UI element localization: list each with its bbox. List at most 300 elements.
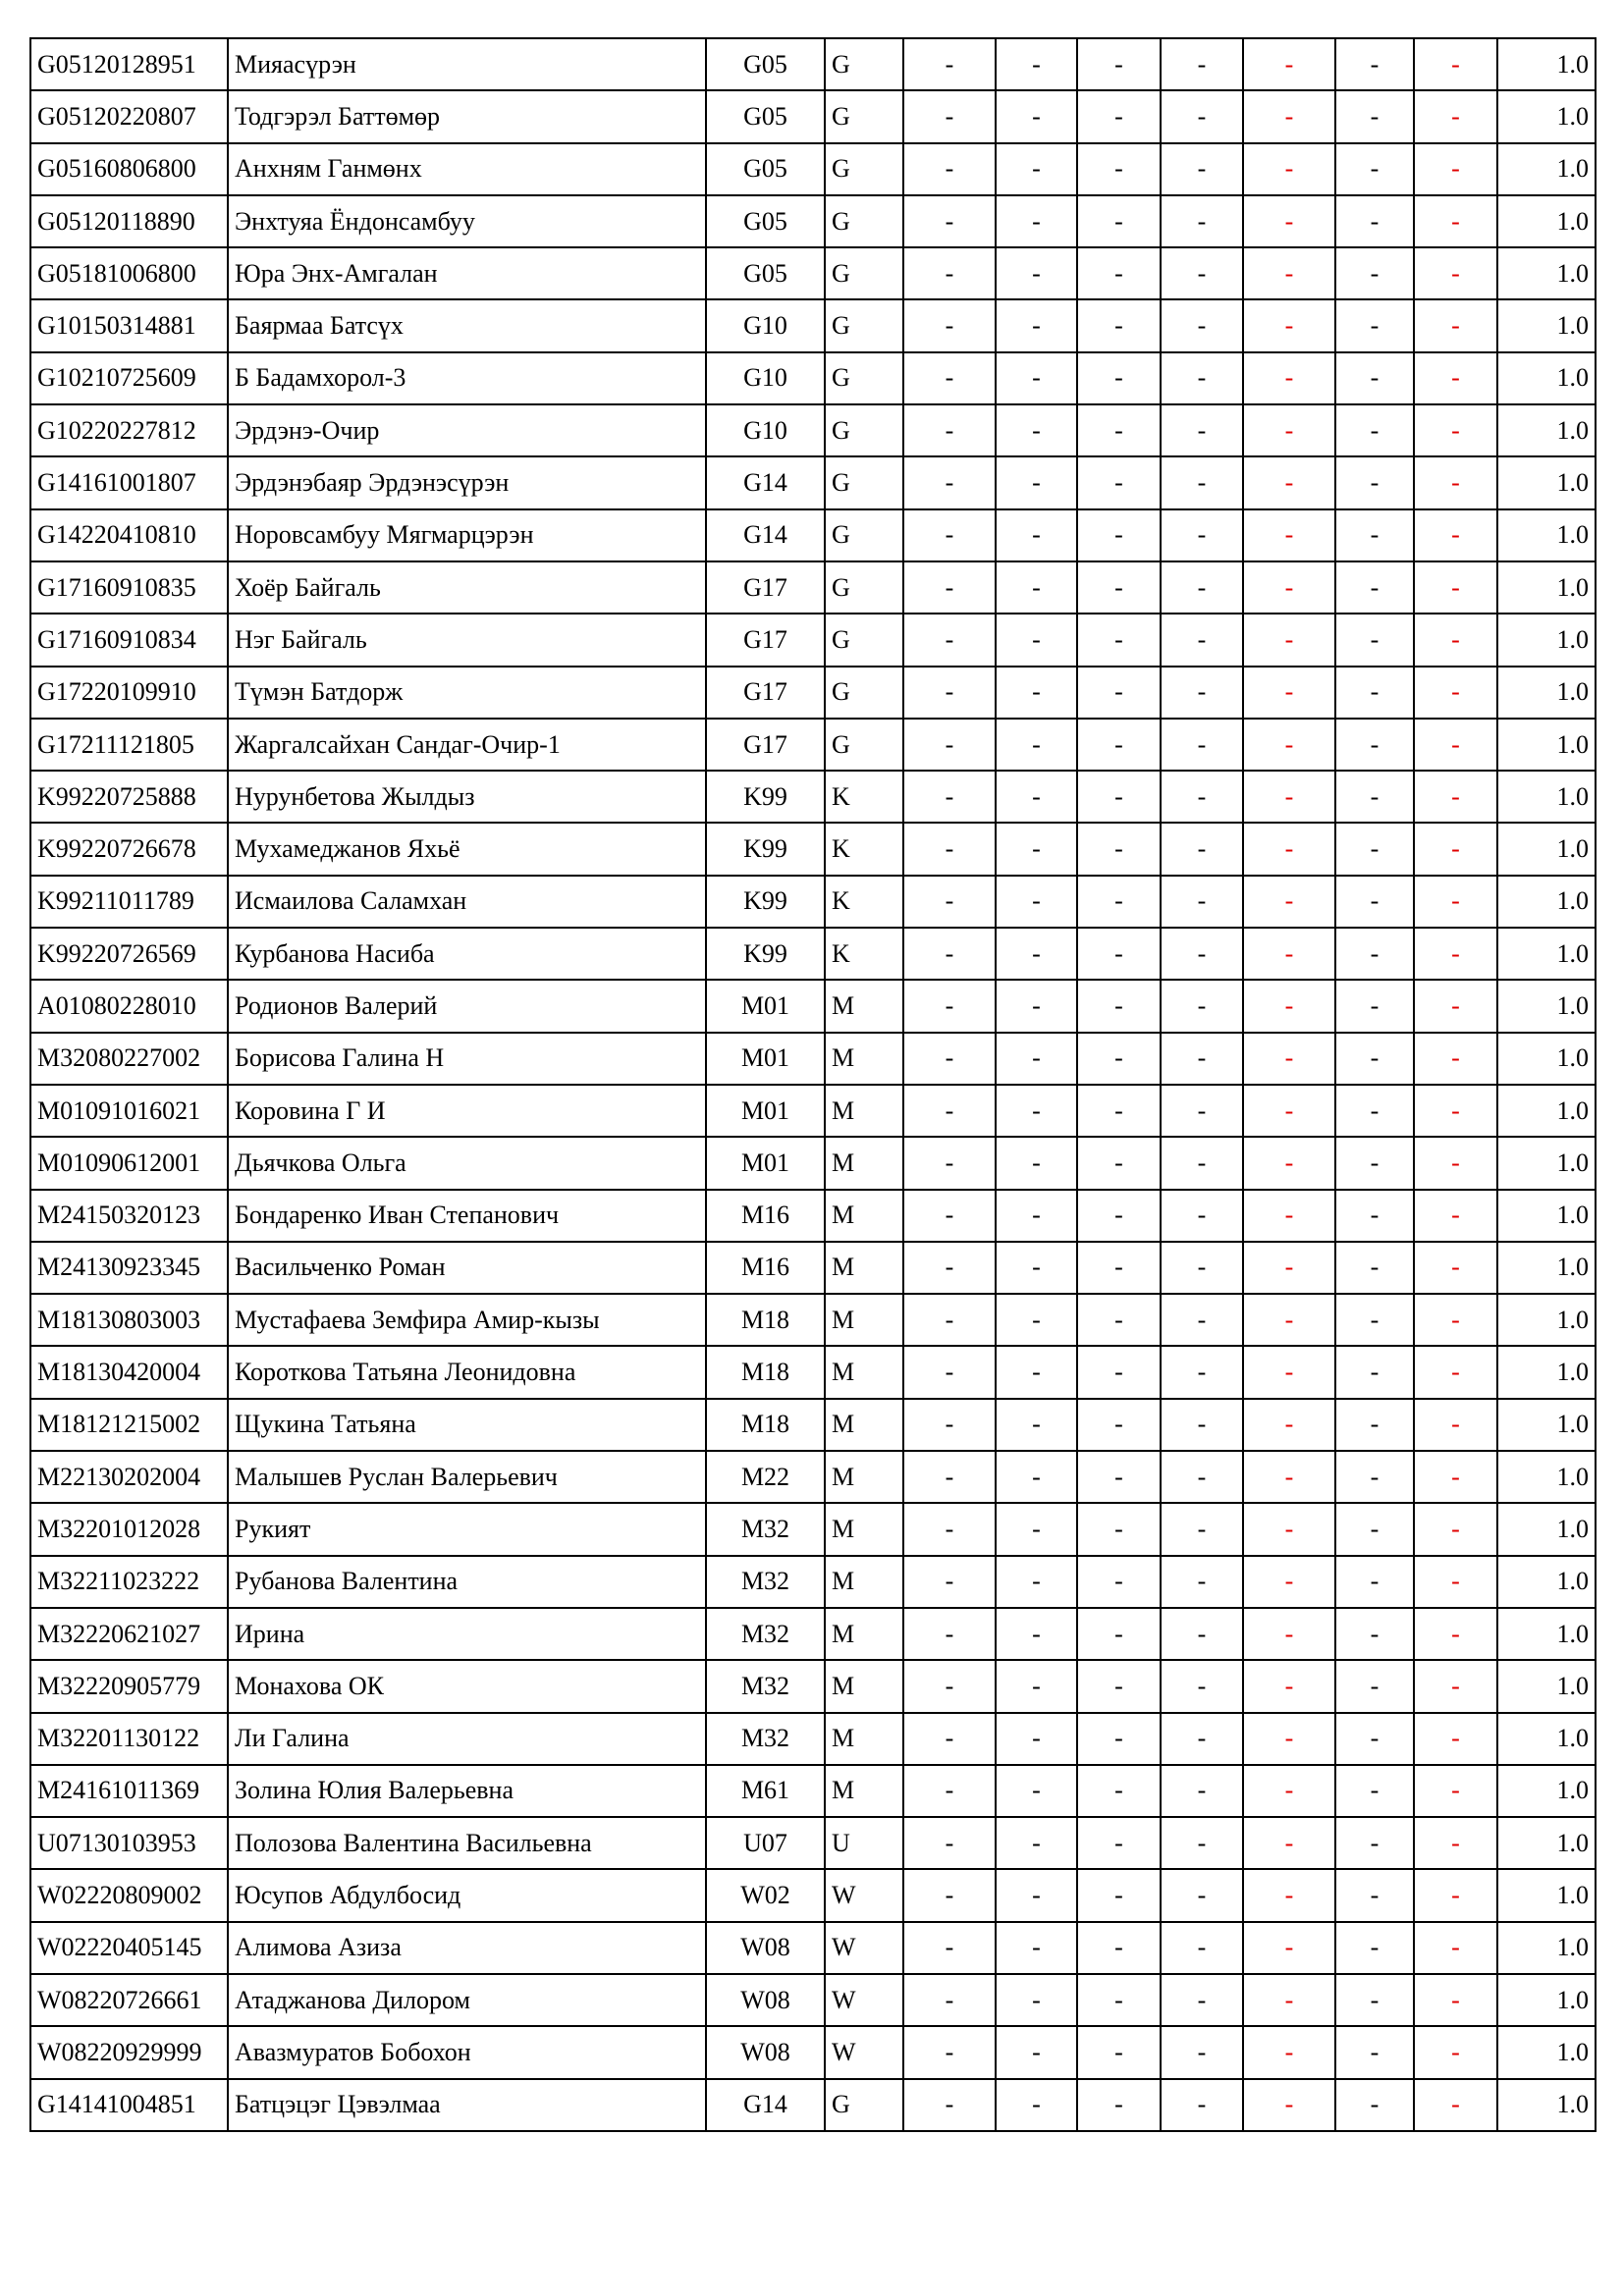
row-mark-cell-4: - — [1161, 247, 1243, 299]
row-category-cell: M — [825, 1346, 903, 1398]
row-id-cell: U07130103953 — [30, 1817, 228, 1869]
table-row — [30, 1660, 1596, 1712]
table-row — [30, 1399, 1596, 1451]
row-category-cell: W — [825, 1922, 903, 1974]
row-mark-cell-4: - — [1161, 352, 1243, 404]
row-mark-cell-4: - — [1161, 719, 1243, 771]
row-mark-cell-4: - — [1161, 667, 1243, 719]
row-mark-cell-1: - — [903, 195, 996, 247]
row-category-cell: M — [825, 1242, 903, 1294]
row-mark-cell-6: - — [1335, 823, 1414, 875]
row-mark-cell-1: - — [903, 1033, 996, 1085]
row-mark-cell-1: - — [903, 456, 996, 508]
row-score-cell: 1.0 — [1497, 1765, 1596, 1817]
row-score-cell: 1.0 — [1497, 404, 1596, 456]
row-mark-cell-4: - — [1161, 1399, 1243, 1451]
row-mark-cell-4: - — [1161, 1713, 1243, 1765]
table-row — [30, 614, 1596, 666]
row-mark-cell-3: - — [1077, 1974, 1161, 2026]
row-score-cell: 1.0 — [1497, 1817, 1596, 1869]
row-score-cell: 1.0 — [1497, 143, 1596, 195]
row-group-cell: K99 — [706, 876, 825, 928]
row-mark-cell-1: - — [903, 2079, 996, 2131]
row-mark-cell-3: - — [1077, 1660, 1161, 1712]
row-mark-cell-3: - — [1077, 980, 1161, 1032]
row-mark-cell-6: - — [1335, 1713, 1414, 1765]
row-mark-cell-5: - — [1243, 1817, 1335, 1869]
row-mark-cell-5: - — [1243, 1294, 1335, 1346]
row-mark-cell-6: - — [1335, 509, 1414, 561]
row-group-cell: M22 — [706, 1451, 825, 1503]
row-mark-cell-1: - — [903, 771, 996, 823]
row-category-cell: W — [825, 2026, 903, 2078]
row-mark-cell-5: - — [1243, 1974, 1335, 2026]
row-category-cell: G — [825, 561, 903, 614]
row-mark-cell-2: - — [996, 1869, 1077, 1921]
row-category-cell: M — [825, 1294, 903, 1346]
row-mark-cell-2: - — [996, 1974, 1077, 2026]
row-category-cell: M — [825, 1765, 903, 1817]
row-mark-cell-3: - — [1077, 1765, 1161, 1817]
row-group-cell: G05 — [706, 143, 825, 195]
row-mark-cell-4: - — [1161, 1608, 1243, 1660]
row-mark-cell-1: - — [903, 1503, 996, 1555]
row-mark-cell-3: - — [1077, 823, 1161, 875]
row-mark-cell-3: - — [1077, 719, 1161, 771]
row-category-cell: M — [825, 1085, 903, 1137]
row-name-cell: Родионов Валерий — [228, 980, 706, 1032]
row-mark-cell-4: - — [1161, 1922, 1243, 1974]
row-group-cell: G17 — [706, 561, 825, 614]
row-mark-cell-4: - — [1161, 1294, 1243, 1346]
row-category-cell: M — [825, 1713, 903, 1765]
row-score-cell: 1.0 — [1497, 1137, 1596, 1189]
row-mark-cell-6: - — [1335, 667, 1414, 719]
row-name-cell: Малышев Руслан Валерьевич — [228, 1451, 706, 1503]
table-row — [30, 2079, 1596, 2131]
row-mark-cell-4: - — [1161, 1817, 1243, 1869]
row-mark-cell-2: - — [996, 719, 1077, 771]
row-category-cell: G — [825, 667, 903, 719]
row-mark-cell-5: - — [1243, 2026, 1335, 2078]
table-row — [30, 456, 1596, 508]
row-mark-cell-5: - — [1243, 980, 1335, 1032]
row-mark-cell-3: - — [1077, 1451, 1161, 1503]
row-mark-cell-4: - — [1161, 1242, 1243, 1294]
row-group-cell: M01 — [706, 1033, 825, 1085]
row-mark-cell-2: - — [996, 1660, 1077, 1712]
row-category-cell: G — [825, 195, 903, 247]
row-group-cell: G05 — [706, 195, 825, 247]
row-mark-cell-4: - — [1161, 876, 1243, 928]
row-mark-cell-1: - — [903, 561, 996, 614]
row-mark-cell-2: - — [996, 1190, 1077, 1242]
row-mark-cell-5: - — [1243, 404, 1335, 456]
row-mark-cell-6: - — [1335, 1033, 1414, 1085]
row-mark-cell-1: - — [903, 1608, 996, 1660]
row-name-cell: Атаджанова Дилором — [228, 1974, 706, 2026]
row-mark-cell-2: - — [996, 1922, 1077, 1974]
row-category-cell: G — [825, 247, 903, 299]
row-group-cell: M32 — [706, 1556, 825, 1608]
table-row — [30, 1346, 1596, 1398]
row-name-cell: Энхтуяа Ёндонсамбуу — [228, 195, 706, 247]
row-group-cell: M18 — [706, 1399, 825, 1451]
row-mark-cell-6: - — [1335, 561, 1414, 614]
row-mark-cell-3: - — [1077, 1294, 1161, 1346]
row-mark-cell-7: - — [1414, 1294, 1497, 1346]
row-mark-cell-6: - — [1335, 2026, 1414, 2078]
row-group-cell: G17 — [706, 667, 825, 719]
row-mark-cell-1: - — [903, 1242, 996, 1294]
row-score-cell: 1.0 — [1497, 561, 1596, 614]
row-mark-cell-2: - — [996, 1294, 1077, 1346]
row-mark-cell-2: - — [996, 614, 1077, 666]
table-row — [30, 771, 1596, 823]
row-mark-cell-4: - — [1161, 1137, 1243, 1189]
row-name-cell: Дьячкова Ольга — [228, 1137, 706, 1189]
row-id-cell: M32201012028 — [30, 1503, 228, 1555]
row-mark-cell-2: - — [996, 352, 1077, 404]
row-mark-cell-5: - — [1243, 143, 1335, 195]
row-group-cell: W02 — [706, 1869, 825, 1921]
row-mark-cell-6: - — [1335, 1922, 1414, 1974]
row-mark-cell-6: - — [1335, 1085, 1414, 1137]
row-category-cell: G — [825, 143, 903, 195]
row-group-cell: W08 — [706, 1922, 825, 1974]
row-id-cell: A01080228010 — [30, 980, 228, 1032]
row-mark-cell-6: - — [1335, 1974, 1414, 2026]
row-mark-cell-1: - — [903, 1765, 996, 1817]
row-group-cell: G14 — [706, 2079, 825, 2131]
row-id-cell: M24130923345 — [30, 1242, 228, 1294]
row-mark-cell-2: - — [996, 1346, 1077, 1398]
row-category-cell: G — [825, 614, 903, 666]
row-group-cell: G05 — [706, 247, 825, 299]
row-mark-cell-4: - — [1161, 1974, 1243, 2026]
row-group-cell: K99 — [706, 823, 825, 875]
row-mark-cell-7: - — [1414, 823, 1497, 875]
table-row — [30, 1608, 1596, 1660]
row-mark-cell-3: - — [1077, 1190, 1161, 1242]
row-mark-cell-7: - — [1414, 876, 1497, 928]
row-group-cell: M32 — [706, 1713, 825, 1765]
row-group-cell: G05 — [706, 90, 825, 142]
row-score-cell: 1.0 — [1497, 1556, 1596, 1608]
row-score-cell: 1.0 — [1497, 195, 1596, 247]
row-score-cell: 1.0 — [1497, 1660, 1596, 1712]
row-mark-cell-3: - — [1077, 195, 1161, 247]
row-mark-cell-5: - — [1243, 1869, 1335, 1921]
row-mark-cell-6: - — [1335, 980, 1414, 1032]
row-id-cell: G10210725609 — [30, 352, 228, 404]
row-mark-cell-4: - — [1161, 1085, 1243, 1137]
row-mark-cell-1: - — [903, 143, 996, 195]
row-mark-cell-2: - — [996, 299, 1077, 351]
row-name-cell: Курбанова Насиба — [228, 928, 706, 980]
row-mark-cell-5: - — [1243, 247, 1335, 299]
row-mark-cell-2: - — [996, 667, 1077, 719]
row-mark-cell-3: - — [1077, 561, 1161, 614]
row-mark-cell-5: - — [1243, 1660, 1335, 1712]
row-id-cell: M18121215002 — [30, 1399, 228, 1451]
row-mark-cell-1: - — [903, 928, 996, 980]
row-name-cell: Рукият — [228, 1503, 706, 1555]
row-group-cell: M16 — [706, 1190, 825, 1242]
table-row — [30, 90, 1596, 142]
row-mark-cell-5: - — [1243, 1713, 1335, 1765]
row-name-cell: Нурунбетова Жылдыз — [228, 771, 706, 823]
row-name-cell: Эрдэнэ-Очир — [228, 404, 706, 456]
row-mark-cell-3: - — [1077, 614, 1161, 666]
row-category-cell: M — [825, 1033, 903, 1085]
row-score-cell: 1.0 — [1497, 719, 1596, 771]
row-mark-cell-1: - — [903, 2026, 996, 2078]
row-id-cell: M24161011369 — [30, 1765, 228, 1817]
row-score-cell: 1.0 — [1497, 456, 1596, 508]
row-mark-cell-7: - — [1414, 1399, 1497, 1451]
row-mark-cell-1: - — [903, 1137, 996, 1189]
row-group-cell: G14 — [706, 456, 825, 508]
row-mark-cell-2: - — [996, 1137, 1077, 1189]
table-row — [30, 1556, 1596, 1608]
row-mark-cell-4: - — [1161, 2079, 1243, 2131]
row-mark-cell-6: - — [1335, 1399, 1414, 1451]
row-mark-cell-2: - — [996, 876, 1077, 928]
row-mark-cell-3: - — [1077, 1817, 1161, 1869]
row-category-cell: G — [825, 719, 903, 771]
row-id-cell: G14220410810 — [30, 509, 228, 561]
row-mark-cell-5: - — [1243, 2079, 1335, 2131]
row-mark-cell-2: - — [996, 38, 1077, 90]
row-mark-cell-1: - — [903, 1974, 996, 2026]
row-mark-cell-2: - — [996, 2079, 1077, 2131]
row-mark-cell-3: - — [1077, 1556, 1161, 1608]
row-mark-cell-3: - — [1077, 143, 1161, 195]
row-name-cell: Тодгэрэл Баттөмөр — [228, 90, 706, 142]
row-mark-cell-3: - — [1077, 456, 1161, 508]
table-row — [30, 928, 1596, 980]
row-id-cell: G05181006800 — [30, 247, 228, 299]
row-id-cell: G10150314881 — [30, 299, 228, 351]
table-row — [30, 1817, 1596, 1869]
row-mark-cell-6: - — [1335, 1608, 1414, 1660]
row-name-cell: Мухамеджанов Яхьё — [228, 823, 706, 875]
row-mark-cell-1: - — [903, 876, 996, 928]
row-name-cell: Короткова Татьяна Леонидовна — [228, 1346, 706, 1398]
row-mark-cell-7: - — [1414, 928, 1497, 980]
row-mark-cell-5: - — [1243, 876, 1335, 928]
row-mark-cell-4: - — [1161, 1346, 1243, 1398]
row-category-cell: M — [825, 1451, 903, 1503]
row-group-cell: M32 — [706, 1608, 825, 1660]
row-mark-cell-3: - — [1077, 1137, 1161, 1189]
row-mark-cell-4: - — [1161, 1451, 1243, 1503]
row-name-cell: Норовсамбуу Мягмарцэрэн — [228, 509, 706, 561]
row-mark-cell-7: - — [1414, 247, 1497, 299]
row-score-cell: 1.0 — [1497, 1346, 1596, 1398]
row-mark-cell-7: - — [1414, 404, 1497, 456]
row-mark-cell-3: - — [1077, 667, 1161, 719]
row-id-cell: M22130202004 — [30, 1451, 228, 1503]
row-mark-cell-3: - — [1077, 1242, 1161, 1294]
row-mark-cell-7: - — [1414, 352, 1497, 404]
row-id-cell: K99220726678 — [30, 823, 228, 875]
row-mark-cell-5: - — [1243, 456, 1335, 508]
row-group-cell: G17 — [706, 719, 825, 771]
row-name-cell: Юра Энх-Амгалан — [228, 247, 706, 299]
row-category-cell: M — [825, 1399, 903, 1451]
row-score-cell: 1.0 — [1497, 1033, 1596, 1085]
row-id-cell: G05120220807 — [30, 90, 228, 142]
row-mark-cell-7: - — [1414, 1765, 1497, 1817]
row-mark-cell-6: - — [1335, 143, 1414, 195]
row-group-cell: M18 — [706, 1346, 825, 1398]
row-mark-cell-1: - — [903, 1869, 996, 1921]
row-mark-cell-7: - — [1414, 771, 1497, 823]
row-mark-cell-6: - — [1335, 1451, 1414, 1503]
row-id-cell: G14141004851 — [30, 2079, 228, 2131]
row-name-cell: Мустафаева Земфира Амир-кызы — [228, 1294, 706, 1346]
table-row — [30, 1085, 1596, 1137]
row-group-cell: K99 — [706, 928, 825, 980]
row-mark-cell-4: - — [1161, 2026, 1243, 2078]
table-row — [30, 1137, 1596, 1189]
row-mark-cell-6: - — [1335, 1190, 1414, 1242]
row-name-cell: Түмэн Батдорж — [228, 667, 706, 719]
row-mark-cell-6: - — [1335, 299, 1414, 351]
row-mark-cell-6: - — [1335, 456, 1414, 508]
row-mark-cell-1: - — [903, 38, 996, 90]
row-category-cell: M — [825, 1556, 903, 1608]
row-mark-cell-7: - — [1414, 980, 1497, 1032]
row-category-cell: K — [825, 876, 903, 928]
row-score-cell: 1.0 — [1497, 1242, 1596, 1294]
row-id-cell: M32220905779 — [30, 1660, 228, 1712]
row-mark-cell-4: - — [1161, 404, 1243, 456]
row-mark-cell-6: - — [1335, 928, 1414, 980]
table-row — [30, 1242, 1596, 1294]
row-mark-cell-7: - — [1414, 561, 1497, 614]
row-score-cell: 1.0 — [1497, 38, 1596, 90]
row-category-cell: U — [825, 1817, 903, 1869]
row-mark-cell-2: - — [996, 1556, 1077, 1608]
row-mark-cell-4: - — [1161, 1660, 1243, 1712]
row-group-cell: G14 — [706, 509, 825, 561]
row-mark-cell-5: - — [1243, 1503, 1335, 1555]
table-row — [30, 1294, 1596, 1346]
row-mark-cell-3: - — [1077, 1085, 1161, 1137]
row-mark-cell-6: - — [1335, 1556, 1414, 1608]
row-mark-cell-5: - — [1243, 719, 1335, 771]
row-mark-cell-3: - — [1077, 2026, 1161, 2078]
row-mark-cell-5: - — [1243, 1556, 1335, 1608]
row-mark-cell-3: - — [1077, 299, 1161, 351]
row-mark-cell-5: - — [1243, 1085, 1335, 1137]
row-score-cell: 1.0 — [1497, 2079, 1596, 2131]
row-mark-cell-3: - — [1077, 247, 1161, 299]
row-name-cell: Авазмуратов Бобохон — [228, 2026, 706, 2078]
table-row — [30, 876, 1596, 928]
row-mark-cell-5: - — [1243, 1399, 1335, 1451]
row-score-cell: 1.0 — [1497, 1608, 1596, 1660]
row-group-cell: U07 — [706, 1817, 825, 1869]
row-name-cell: Юсупов Абдулбосид — [228, 1869, 706, 1921]
row-mark-cell-4: - — [1161, 1503, 1243, 1555]
table-row — [30, 1869, 1596, 1921]
row-mark-cell-2: - — [996, 928, 1077, 980]
row-score-cell: 1.0 — [1497, 90, 1596, 142]
row-group-cell: M32 — [706, 1660, 825, 1712]
row-mark-cell-7: - — [1414, 1137, 1497, 1189]
row-name-cell: Анхням Ганмөнх — [228, 143, 706, 195]
row-mark-cell-4: - — [1161, 1556, 1243, 1608]
row-mark-cell-6: - — [1335, 1503, 1414, 1555]
row-mark-cell-2: - — [996, 90, 1077, 142]
row-category-cell: K — [825, 928, 903, 980]
row-mark-cell-6: - — [1335, 352, 1414, 404]
row-mark-cell-2: - — [996, 195, 1077, 247]
row-category-cell: M — [825, 1503, 903, 1555]
table-row — [30, 1190, 1596, 1242]
row-group-cell: M18 — [706, 1294, 825, 1346]
row-mark-cell-3: - — [1077, 352, 1161, 404]
table-row — [30, 1713, 1596, 1765]
row-mark-cell-3: - — [1077, 1033, 1161, 1085]
row-group-cell: M32 — [706, 1503, 825, 1555]
row-name-cell: Васильченко Роман — [228, 1242, 706, 1294]
table-row — [30, 667, 1596, 719]
row-mark-cell-6: - — [1335, 614, 1414, 666]
row-group-cell: K99 — [706, 771, 825, 823]
row-name-cell: Монахова ОК — [228, 1660, 706, 1712]
row-mark-cell-2: - — [996, 1085, 1077, 1137]
row-category-cell: G — [825, 352, 903, 404]
row-mark-cell-3: - — [1077, 1713, 1161, 1765]
row-score-cell: 1.0 — [1497, 1294, 1596, 1346]
row-mark-cell-2: - — [996, 2026, 1077, 2078]
row-mark-cell-2: - — [996, 561, 1077, 614]
row-mark-cell-4: - — [1161, 561, 1243, 614]
row-group-cell: M01 — [706, 980, 825, 1032]
row-mark-cell-4: - — [1161, 614, 1243, 666]
row-id-cell: M18130803003 — [30, 1294, 228, 1346]
row-mark-cell-1: - — [903, 1556, 996, 1608]
row-mark-cell-6: - — [1335, 1242, 1414, 1294]
results-table — [29, 37, 1597, 2132]
row-mark-cell-1: - — [903, 667, 996, 719]
row-mark-cell-5: - — [1243, 667, 1335, 719]
row-score-cell: 1.0 — [1497, 509, 1596, 561]
row-mark-cell-2: - — [996, 404, 1077, 456]
row-mark-cell-7: - — [1414, 1660, 1497, 1712]
row-mark-cell-3: - — [1077, 771, 1161, 823]
row-id-cell: G10220227812 — [30, 404, 228, 456]
row-score-cell: 1.0 — [1497, 1869, 1596, 1921]
row-name-cell: Алимова Азиза — [228, 1922, 706, 1974]
row-mark-cell-4: - — [1161, 90, 1243, 142]
row-mark-cell-7: - — [1414, 1869, 1497, 1921]
row-group-cell: M61 — [706, 1765, 825, 1817]
row-mark-cell-6: - — [1335, 1817, 1414, 1869]
row-category-cell: M — [825, 980, 903, 1032]
row-category-cell: M — [825, 1660, 903, 1712]
row-score-cell: 1.0 — [1497, 771, 1596, 823]
row-name-cell: Золина Юлия Валерьевна — [228, 1765, 706, 1817]
row-mark-cell-2: - — [996, 823, 1077, 875]
row-mark-cell-1: - — [903, 1085, 996, 1137]
row-score-cell: 1.0 — [1497, 1085, 1596, 1137]
